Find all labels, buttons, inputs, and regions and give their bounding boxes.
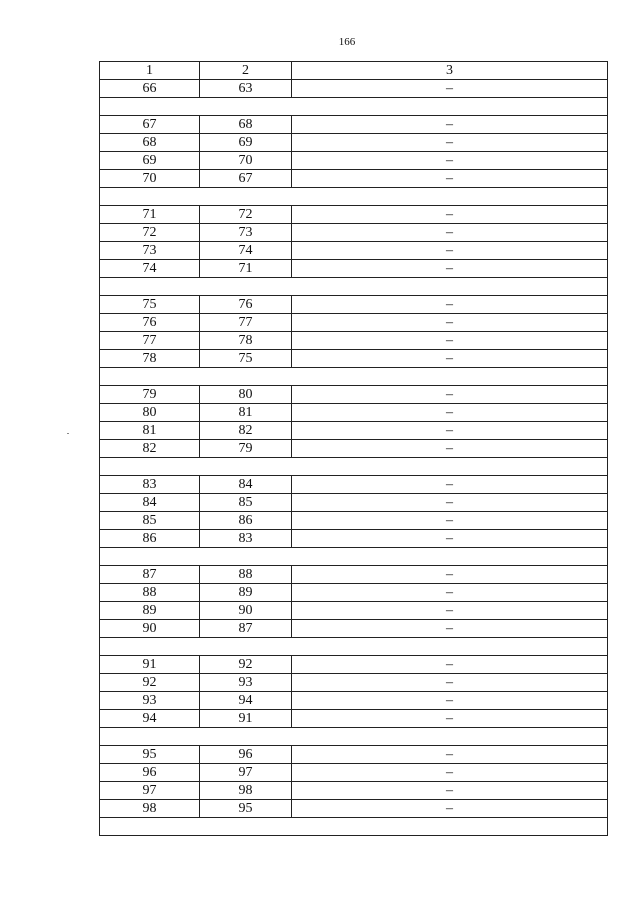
table-cell-col1: 81 xyxy=(100,422,200,439)
table-row xyxy=(100,170,607,188)
table-cell-col3: – xyxy=(446,801,453,816)
table-cell-col1: 94 xyxy=(100,710,200,727)
table-cell-col1: 75 xyxy=(100,296,200,313)
group-separator-row xyxy=(100,728,607,746)
table-cell-col1: 84 xyxy=(100,494,200,511)
table-cell-col2: 71 xyxy=(200,260,292,277)
table-cell-col1: 97 xyxy=(100,782,200,799)
data-table xyxy=(99,61,608,836)
table-cell-col3: – xyxy=(446,531,453,546)
table-cell-col2: 75 xyxy=(200,350,292,367)
table-row xyxy=(100,116,607,134)
table-cell-col1: 78 xyxy=(100,350,200,367)
group-separator-row xyxy=(100,368,607,386)
table-row xyxy=(100,206,607,224)
table-cell-col1: 77 xyxy=(100,332,200,349)
table-cell-col3: – xyxy=(446,351,453,366)
table-cell-col1: 98 xyxy=(100,800,200,817)
table-row xyxy=(100,512,607,530)
table-row xyxy=(100,620,607,638)
table-row xyxy=(100,440,607,458)
table-cell-col3: – xyxy=(446,747,453,762)
table-cell-col2: 85 xyxy=(200,494,292,511)
table-cell-col3: – xyxy=(446,117,453,132)
table-cell-col1: 74 xyxy=(100,260,200,277)
table-row xyxy=(100,656,607,674)
table-cell-col2: 88 xyxy=(200,566,292,583)
table-cell-col3: – xyxy=(446,477,453,492)
table-row xyxy=(100,314,607,332)
table-cell-col2: 78 xyxy=(200,332,292,349)
table-cell-col2: 80 xyxy=(200,386,292,403)
table-cell-col3: – xyxy=(446,783,453,798)
table-cell-col3: – xyxy=(446,81,453,96)
table-cell-col3: – xyxy=(446,315,453,330)
group-separator-row xyxy=(100,638,607,656)
column-header-1: 1 xyxy=(100,62,200,79)
table-cell-col1: 93 xyxy=(100,692,200,709)
table-row xyxy=(100,260,607,278)
group-separator-row xyxy=(100,818,607,836)
scan-artifact-dot xyxy=(67,433,69,434)
table-cell-col3: – xyxy=(446,657,453,672)
table-row xyxy=(100,404,607,422)
table-cell-col2: 67 xyxy=(200,170,292,187)
table-cell-col1: 70 xyxy=(100,170,200,187)
table-cell-col2: 84 xyxy=(200,476,292,493)
table-cell-col1: 89 xyxy=(100,602,200,619)
table-cell-col2: 76 xyxy=(200,296,292,313)
table-cell-col2: 74 xyxy=(200,242,292,259)
table-header-row xyxy=(100,62,607,80)
table-row xyxy=(100,80,607,98)
table-cell-col1: 87 xyxy=(100,566,200,583)
table-row xyxy=(100,800,607,818)
table-row xyxy=(100,296,607,314)
table-cell-col1: 82 xyxy=(100,440,200,457)
table-cell-col1: 96 xyxy=(100,764,200,781)
table-row xyxy=(100,764,607,782)
table-row xyxy=(100,602,607,620)
table-cell-col3: – xyxy=(446,405,453,420)
table-row xyxy=(100,494,607,512)
table-cell-col1: 73 xyxy=(100,242,200,259)
table-cell-col1: 85 xyxy=(100,512,200,529)
table-cell-col3: – xyxy=(446,171,453,186)
table-cell-col1: 72 xyxy=(100,224,200,241)
table-cell-col3: – xyxy=(446,693,453,708)
table-cell-col2: 98 xyxy=(200,782,292,799)
group-separator-row xyxy=(100,98,607,116)
table-cell-col3: – xyxy=(446,765,453,780)
table-cell-col2: 63 xyxy=(200,80,292,97)
table-cell-col3: – xyxy=(446,333,453,348)
table-row xyxy=(100,422,607,440)
table-cell-col3: – xyxy=(446,387,453,402)
table-row xyxy=(100,152,607,170)
table-cell-col1: 66 xyxy=(100,80,200,97)
column-header-2: 2 xyxy=(200,62,292,79)
table-cell-col1: 68 xyxy=(100,134,200,151)
table-row xyxy=(100,674,607,692)
table-cell-col1: 90 xyxy=(100,620,200,637)
table-cell-col2: 91 xyxy=(200,710,292,727)
table-cell-col2: 81 xyxy=(200,404,292,421)
table-cell-col2: 94 xyxy=(200,692,292,709)
table-cell-col2: 68 xyxy=(200,116,292,133)
table-cell-col1: 67 xyxy=(100,116,200,133)
table-cell-col2: 90 xyxy=(200,602,292,619)
table-cell-col2: 83 xyxy=(200,530,292,547)
table-cell-col3: – xyxy=(446,675,453,690)
table-cell-col3: – xyxy=(446,297,453,312)
table-cell-col3: – xyxy=(446,207,453,222)
table-cell-col2: 73 xyxy=(200,224,292,241)
table-cell-col1: 76 xyxy=(100,314,200,331)
table-cell-col2: 72 xyxy=(200,206,292,223)
table-cell-col3: – xyxy=(446,261,453,276)
table-cell-col2: 96 xyxy=(200,746,292,763)
table-cell-col2: 82 xyxy=(200,422,292,439)
table-row xyxy=(100,584,607,602)
group-separator-row xyxy=(100,548,607,566)
group-separator-row xyxy=(100,188,607,206)
table-row xyxy=(100,242,607,260)
group-separator-row xyxy=(100,278,607,296)
table-cell-col3: – xyxy=(446,567,453,582)
table-cell-col3: – xyxy=(446,711,453,726)
table-cell-col2: 77 xyxy=(200,314,292,331)
table-row xyxy=(100,782,607,800)
table-cell-col3: – xyxy=(446,495,453,510)
table-cell-col1: 86 xyxy=(100,530,200,547)
table-cell-col3: – xyxy=(446,423,453,438)
table-cell-col2: 97 xyxy=(200,764,292,781)
table-row xyxy=(100,350,607,368)
table-cell-col1: 91 xyxy=(100,656,200,673)
table-row xyxy=(100,710,607,728)
table-row xyxy=(100,692,607,710)
table-cell-col1: 79 xyxy=(100,386,200,403)
table-row xyxy=(100,530,607,548)
table-cell-col2: 79 xyxy=(200,440,292,457)
table-cell-col2: 70 xyxy=(200,152,292,169)
table-cell-col3: – xyxy=(446,135,453,150)
table-cell-col1: 69 xyxy=(100,152,200,169)
table-row xyxy=(100,224,607,242)
table-row xyxy=(100,332,607,350)
table-cell-col3: – xyxy=(446,621,453,636)
table-row xyxy=(100,386,607,404)
page-number: 166 xyxy=(338,36,356,48)
column-header-3: 3 xyxy=(446,63,453,78)
group-separator-row xyxy=(100,458,607,476)
table-row xyxy=(100,566,607,584)
table-cell-col1: 92 xyxy=(100,674,200,691)
table-cell-col2: 92 xyxy=(200,656,292,673)
table-cell-col3: – xyxy=(446,441,453,456)
table-cell-col3: – xyxy=(446,243,453,258)
table-cell-col2: 86 xyxy=(200,512,292,529)
table-row xyxy=(100,134,607,152)
table-row xyxy=(100,746,607,764)
table-cell-col3: – xyxy=(446,225,453,240)
table-cell-col1: 88 xyxy=(100,584,200,601)
table-cell-col1: 71 xyxy=(100,206,200,223)
table-cell-col2: 87 xyxy=(200,620,292,637)
table-row xyxy=(100,476,607,494)
table-cell-col2: 93 xyxy=(200,674,292,691)
table-cell-col2: 89 xyxy=(200,584,292,601)
table-cell-col3: – xyxy=(446,153,453,168)
table-cell-col2: 69 xyxy=(200,134,292,151)
table-cell-col1: 83 xyxy=(100,476,200,493)
table-cell-col2: 95 xyxy=(200,800,292,817)
table-cell-col3: – xyxy=(446,603,453,618)
table-cell-col3: – xyxy=(446,585,453,600)
table-cell-col1: 80 xyxy=(100,404,200,421)
table-cell-col1: 95 xyxy=(100,746,200,763)
table-cell-col3: – xyxy=(446,513,453,528)
